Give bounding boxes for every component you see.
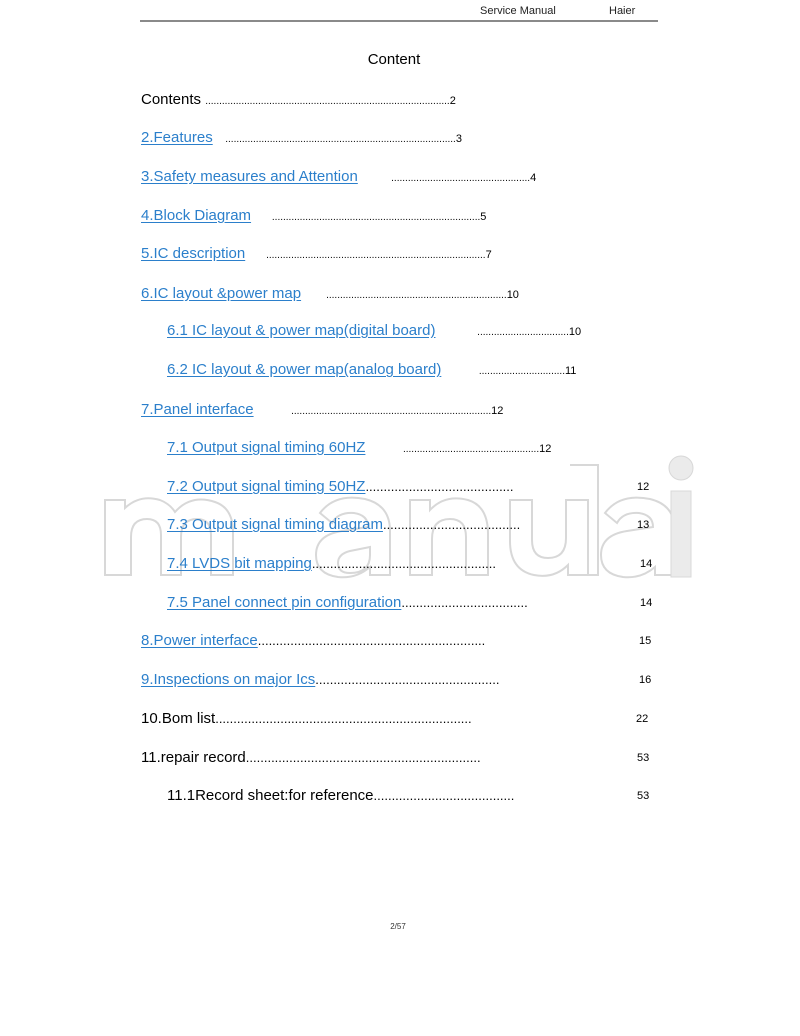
toc-page: 4 xyxy=(530,172,537,184)
toc-page: 14 xyxy=(640,558,653,570)
toc-link[interactable]: 3.Safety measures and Attention xyxy=(141,168,358,185)
toc-page: 2 xyxy=(449,95,456,107)
toc-page: 3 xyxy=(455,133,462,145)
toc-entry-timing-60hz[interactable] xyxy=(167,439,551,456)
toc-leader: ....................................................................... xyxy=(215,711,472,726)
toc-leader: ................................... xyxy=(401,595,528,610)
toc-entry-ic-layout[interactable] xyxy=(141,285,519,302)
toc-link[interactable]: 6.IC layout &power map xyxy=(141,285,302,302)
header-brand: Haier xyxy=(609,5,636,17)
toc-page: 11 xyxy=(564,365,577,377)
toc-page: 53 xyxy=(637,790,650,802)
page-title: Content xyxy=(367,51,421,68)
toc-leader: ...................................... xyxy=(382,517,521,532)
toc-page: 10 xyxy=(506,289,519,301)
toc-leader: ............................................................................... xyxy=(266,250,486,261)
toc-entry-power-interface[interactable] xyxy=(141,632,485,649)
toc-link[interactable]: 7.Panel interface xyxy=(141,401,254,418)
toc-page: 16 xyxy=(639,674,652,686)
toc-entry-pin-configuration[interactable] xyxy=(167,594,528,611)
toc-leader: ................................................... xyxy=(311,556,497,571)
toc-page: 12 xyxy=(637,481,650,493)
toc-leader: ................................................................. xyxy=(245,750,481,765)
toc-page: 22 xyxy=(636,713,649,725)
toc-entry-ic-layout-analog[interactable] xyxy=(167,361,576,378)
toc-link[interactable]: 5.IC description xyxy=(141,245,246,262)
toc-entry-timing-diagram[interactable] xyxy=(167,516,520,533)
toc-leader: ........................................................................................ xyxy=(205,96,450,107)
toc-entry-contents[interactable] xyxy=(141,91,456,108)
toc-entry-repair-record[interactable] xyxy=(141,749,481,766)
toc-entry-block-diagram[interactable] xyxy=(141,207,486,224)
toc-page: 53 xyxy=(637,752,650,764)
toc-leader: ................................................................. xyxy=(326,290,507,301)
page-number: 2/57 xyxy=(390,922,406,931)
toc-link[interactable]: 8.Power interface xyxy=(141,632,258,649)
toc-entry-bom-list[interactable] xyxy=(141,710,472,727)
toc-page: 13 xyxy=(637,519,650,531)
toc-leader: ................................. xyxy=(477,327,569,338)
page-header xyxy=(140,0,658,22)
toc-leader: ........................................................................ xyxy=(291,406,492,417)
toc-leader: ............................... xyxy=(478,366,565,377)
toc-entry-ic-description[interactable] xyxy=(141,245,492,262)
toc-label: 11.repair record xyxy=(141,749,246,766)
toc-leader: ....................................... xyxy=(373,788,515,803)
toc-entry-panel-interface[interactable] xyxy=(141,401,503,418)
toc-page: 5 xyxy=(480,211,487,223)
toc-label: Contents xyxy=(141,91,202,108)
toc-link[interactable]: 7.2 Output signal timing 50HZ xyxy=(167,478,366,495)
toc-leader: ................................................. xyxy=(402,444,540,455)
toc-page: 12 xyxy=(491,405,504,417)
toc-leader: ................................................................................... xyxy=(225,134,456,145)
toc-entry-record-sheet[interactable] xyxy=(167,787,514,804)
toc-link[interactable]: 2.Features xyxy=(141,129,213,146)
watermark-logo-i xyxy=(560,455,700,585)
toc-leader: ............................................................... xyxy=(257,633,486,648)
toc-page: 7 xyxy=(485,249,492,261)
toc-entry-safety[interactable] xyxy=(141,168,536,185)
toc-link[interactable]: 7.5 Panel connect pin configuration xyxy=(167,594,402,611)
toc-leader: ................................................... xyxy=(315,672,500,687)
toc-entry-lvds-mapping[interactable] xyxy=(167,555,496,572)
toc-page: 10 xyxy=(568,326,582,338)
toc-link[interactable]: 6.2 IC layout & power map(analog board) xyxy=(167,361,442,378)
toc-leader: ........................................................................... xyxy=(271,212,481,223)
toc-page: 14 xyxy=(640,597,653,609)
toc-entry-features[interactable] xyxy=(141,129,462,146)
header-doc-type: Service Manual xyxy=(480,5,556,17)
toc-link[interactable]: 7.4 LVDS bit mapping xyxy=(167,555,312,572)
toc-link[interactable]: 4.Block Diagram xyxy=(141,207,252,224)
toc-label: 11.1Record sheet:for reference xyxy=(167,787,374,804)
toc-page: 15 xyxy=(639,635,652,647)
toc-entry-ic-layout-digital[interactable] xyxy=(167,322,581,339)
toc-label: 10.Bom list xyxy=(141,710,216,727)
toc-link[interactable]: 6.1 IC layout & power map(digital board) xyxy=(167,322,436,339)
toc-entry-timing-50hz[interactable] xyxy=(167,478,514,495)
toc-entry-inspections[interactable] xyxy=(141,671,499,688)
toc-leader: ......................................... xyxy=(365,479,514,494)
toc-link[interactable]: 7.1 Output signal timing 60HZ xyxy=(167,439,366,456)
toc-link[interactable]: 7.3 Output signal timing diagram xyxy=(167,516,383,533)
toc-page: 12 xyxy=(539,443,552,455)
toc-link[interactable]: 9.Inspections on major Ics xyxy=(141,671,316,688)
toc-leader: .................................................. xyxy=(391,173,531,184)
